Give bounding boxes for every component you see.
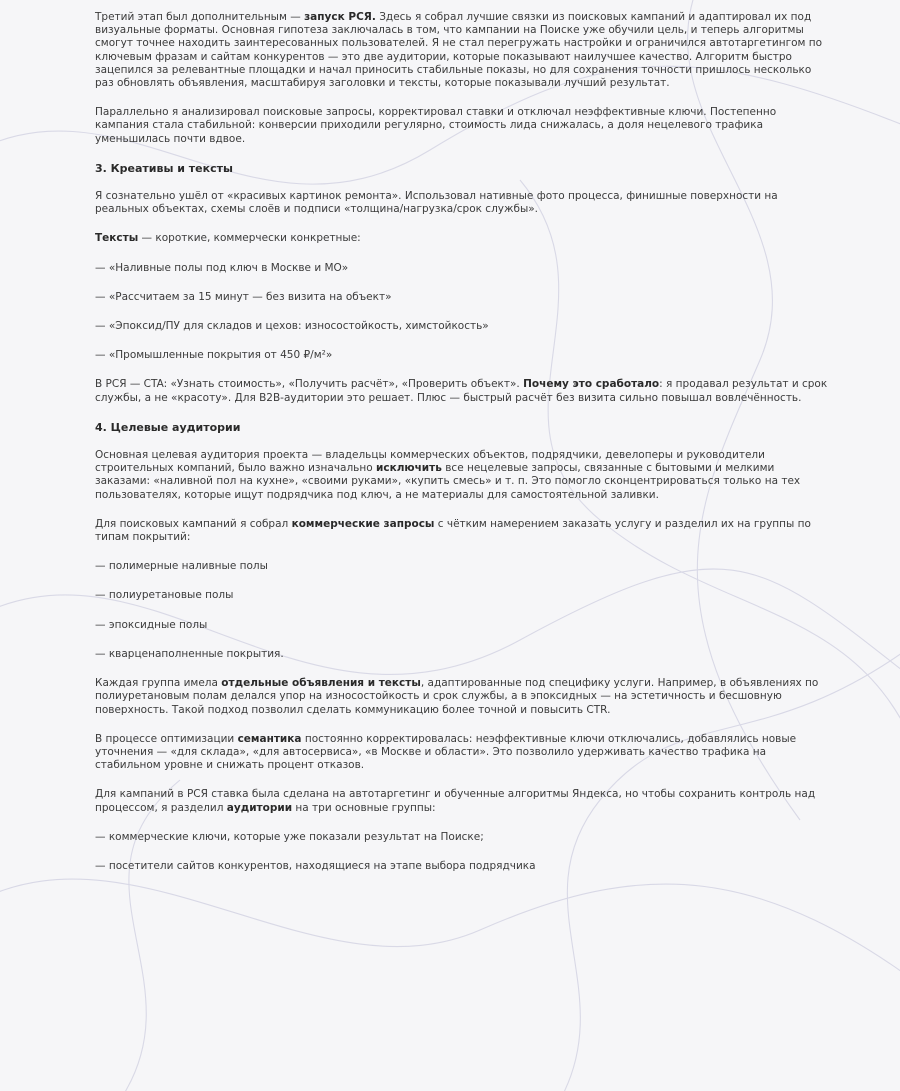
text-span: Каждая группа имела bbox=[95, 677, 222, 690]
paragraph-rsya-launch bbox=[95, 11, 830, 90]
list-item-audience: — посетители сайтов конкурентов, находящиеся на этапе выбора подрядчика bbox=[95, 859, 536, 872]
paragraph-search-queries bbox=[95, 518, 830, 544]
bold-text: Почему это сработало bbox=[523, 378, 660, 391]
text-span: — короткие, коммерчески конкретные: bbox=[138, 232, 361, 245]
wave-line bbox=[0, 879, 900, 1000]
bold-text: семантика bbox=[237, 732, 302, 745]
list-item-coverage: — полимерные наливные полы bbox=[95, 560, 268, 573]
text-span: , адаптированные под специфику услуги. Например, в объявлениях по полиуретановым полам делался упор на износостойкость и срок службы, а в эпоксидных — на эстетичность и бесшовную поверхность. Такой подход позволил сделать коммуникацию более точной и повысить CTR. bbox=[95, 677, 819, 716]
text-span: Для кампаний в РСЯ ставка была сделана на автотаргетинг и обученные алгоритмы Яндекса, но чтобы сохранить контроль над процессом, я разделил bbox=[95, 788, 816, 814]
list-item-coverage: — эпоксидные полы bbox=[95, 618, 208, 631]
section-heading-audiences: 4. Целевые аудитории bbox=[95, 420, 241, 434]
bold-text: исключить bbox=[375, 462, 442, 475]
section-heading-creatives: 3. Креативы и тексты bbox=[95, 161, 233, 175]
paragraph-query-analysis: Параллельно я анализировал поисковые запросы, корректировал ставки и отключал неэффективные ключи. Постепенно кампания стала стабильной: конверсии приходили регулярно, стоимость лида снижалась, а доля нецелевого трафика уменьшилась почти вдвое. bbox=[95, 106, 777, 145]
paragraph-target-audience bbox=[95, 449, 830, 502]
list-item-text: — «Эпоксид/ПУ для складов и цехов: износостойкость, химстойкость» bbox=[95, 320, 489, 333]
list-item-audience: — коммерческие ключи, которые уже показали результат на Поиске; bbox=[95, 830, 484, 843]
paragraph-semantics bbox=[95, 733, 830, 773]
bold-text: аудитории bbox=[226, 801, 293, 814]
list-item-text: — «Промышленные покрытия от 450 ₽/м²» bbox=[95, 349, 333, 362]
list-item-text: — «Рассчитаем за 15 минут — без визита на объект» bbox=[95, 290, 392, 303]
text-span: на три основные группы: bbox=[292, 801, 436, 814]
list-item-coverage: — кварценаполненные покрытия. bbox=[95, 647, 284, 660]
bold-text: запуск РСЯ. bbox=[304, 11, 376, 23]
paragraph-rsya-audiences bbox=[95, 788, 830, 814]
text-span: Третий этап был дополнительным — bbox=[95, 11, 305, 23]
paragraph-ad-groups bbox=[95, 677, 830, 717]
bold-text: коммерческие запросы bbox=[291, 517, 435, 530]
paragraph-creatives: Я сознательно ушёл от «красивых картинок ремонта». Использовал нативные фото процесса, финишные поверхности на реальных объектах, схемы слоёв и подписи «толщина/нагрузка/срок службы». bbox=[95, 190, 778, 216]
text-span: Для поисковых кампаний я собрал bbox=[95, 517, 292, 530]
list-item-text: — «Наливные полы под ключ в Москве и МО» bbox=[95, 261, 349, 274]
text-span: все нецелевые запросы, связанные с бытовыми и мелкими заказами: «наливной пол на кухне», «своими руками», «купить смесь» и т. п. Это помогло сконцентрироваться только на тех пользователях, которые ищут подрядчика под ключ, а не материалы для самостоятельной заливки. bbox=[95, 462, 801, 501]
bold-text: отдельные объявления и тексты bbox=[221, 677, 421, 690]
bold-text: Тексты bbox=[95, 232, 139, 245]
paragraph-cta bbox=[95, 378, 830, 404]
text-span: Основная целевая аудитория проекта — владельцы коммерческих объектов, подрядчики, девелоперы и руководители строительных компаний, было важно изначально bbox=[95, 449, 765, 475]
text-span: Здесь я собрал лучшие связки из поисковых кампаний и адаптировал их под визуальные форматы. Основная гипотеза заключалась в том, что кампании на Поиске уже обучили цель, и теперь алгоритмы смогут точнее находить заинтересованных пользователей. Я не стал перегружать настройки и ограничился автотаргетингом по ключевым фразам и сайтам конкурентов — это две аудитории, которые показывают наилучшее качество. Алгоритм быстро зацепился за релевантные площадки и начал приносить стабильные показы, но для сохранения точности пришлось несколько раз обновлять объявления, масштабируя заголовки и тексты, которые показывали лучший результат. bbox=[95, 11, 823, 90]
text-span: В РСЯ — CTA: «Узнать стоимость», «Получить расчёт», «Проверить объект». bbox=[95, 378, 524, 391]
text-span: постоянно корректировалась: неэффективные ключи отключались, добавлялись новые уточнения — «для склада», «для автосервиса», «в Москве и области». Это позволило удерживать качество трафика на стабильном уровне и снижать процент отказов. bbox=[95, 732, 797, 772]
text-span: с чётким намерением заказать услугу и разделил их на группы по типам покрытий: bbox=[95, 517, 811, 544]
text-span: : я продавал результат и срок службы, а не «красоту». Для B2B-аудитории это решает. Плюс — быстрый расчёт без визита сильно повышал вовлечённость. bbox=[95, 378, 828, 404]
text-span: В процессе оптимизации bbox=[95, 732, 238, 745]
paragraph-texts-intro bbox=[95, 232, 830, 245]
list-item-coverage: — полиуретановые полы bbox=[95, 589, 234, 602]
